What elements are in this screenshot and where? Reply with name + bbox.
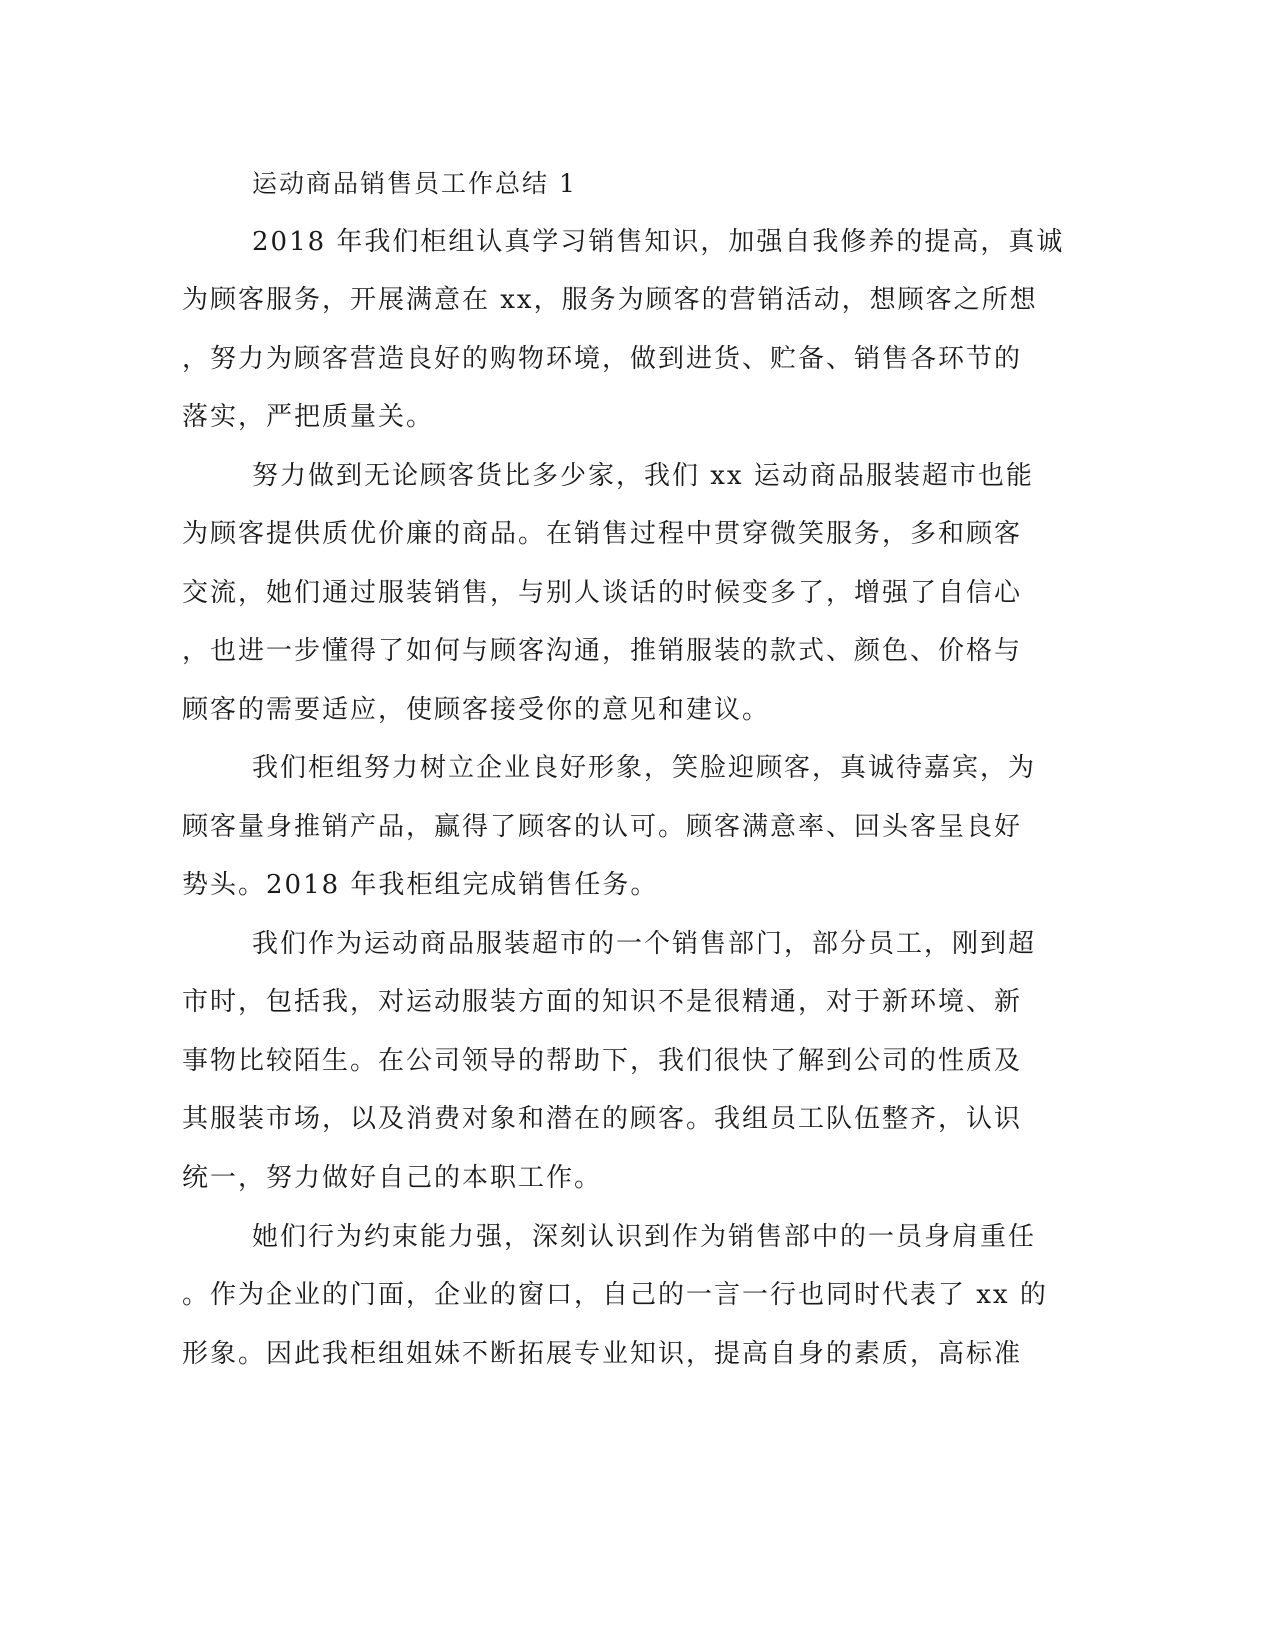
- paragraph-1-line-2: 为顾客服务，开展满意在 xx，服务为顾客的营销活动，想顾客之所想: [182, 285, 1038, 315]
- paragraph-1-line-1: 2018 年我们柜组认真学习销售知识，加强自我修养的提高，真诚: [252, 227, 1065, 257]
- paragraph-4-line-3: 事物比较陌生。在公司领导的帮助下，我们很快了解到公司的性质及: [182, 1046, 1023, 1076]
- paragraph-3-line-2: 顾客量身推销产品，赢得了顾客的认可。顾客满意率、回头客呈良好: [182, 812, 1023, 842]
- paragraph-1-line-4: 落实，严把质量关。: [182, 402, 435, 432]
- paragraph-4-line-1: 我们作为运动商品服装超市的一个销售部门，部分员工，刚到超: [252, 929, 1037, 959]
- paragraph-2-line-5: 顾客的需要适应，使顾客接受你的意见和建议。: [182, 695, 771, 725]
- paragraph-3-line-1: 我们柜组努力树立企业良好形象，笑脸迎顾客，真诚待嘉宾，为: [252, 753, 1037, 783]
- document-title: 运动商品销售员工作总结 1: [252, 169, 577, 198]
- paragraph-3-line-3: 势头。2018 年我柜组完成销售任务。: [182, 870, 659, 900]
- paragraph-4-line-5: 统一，努力做好自己的本职工作。: [182, 1163, 603, 1193]
- paragraph-2-line-4: ，也进一步懂得了如何与顾客沟通，推销服装的款式、颜色、价格与: [182, 636, 1023, 666]
- paragraph-2-line-3: 交流，她们通过服装销售，与别人谈话的时候变多了，增强了自信心: [182, 578, 1023, 608]
- paragraph-5-line-2: 。作为企业的门面，企业的窗口，自己的一言一行也同时代表了 xx 的: [182, 1280, 1048, 1310]
- paragraph-5-line-3: 形象。因此我柜组姐妹不断拓展专业知识，提高自身的素质，高标准: [182, 1339, 1023, 1369]
- paragraph-2-line-2: 为顾客提供质优价廉的商品。在销售过程中贯穿微笑服务，多和顾客: [182, 519, 1023, 549]
- paragraph-4-line-4: 其服装市场，以及消费对象和潜在的顾客。我组员工队伍整齐，认识: [182, 1104, 1023, 1134]
- paragraph-1-line-3: ，努力为顾客营造良好的购物环境，做到进货、贮备、销售各环节的: [182, 344, 1023, 374]
- paragraph-4-line-2: 市时，包括我，对运动服装方面的知识不是很精通，对于新环境、新: [182, 987, 1023, 1017]
- paragraph-2-line-1: 努力做到无论顾客货比多少家，我们 xx 运动商品服装超市也能: [252, 461, 1034, 491]
- paragraph-5-line-1: 她们行为约束能力强，深刻认识到作为销售部中的一员身肩重任: [252, 1222, 1037, 1252]
